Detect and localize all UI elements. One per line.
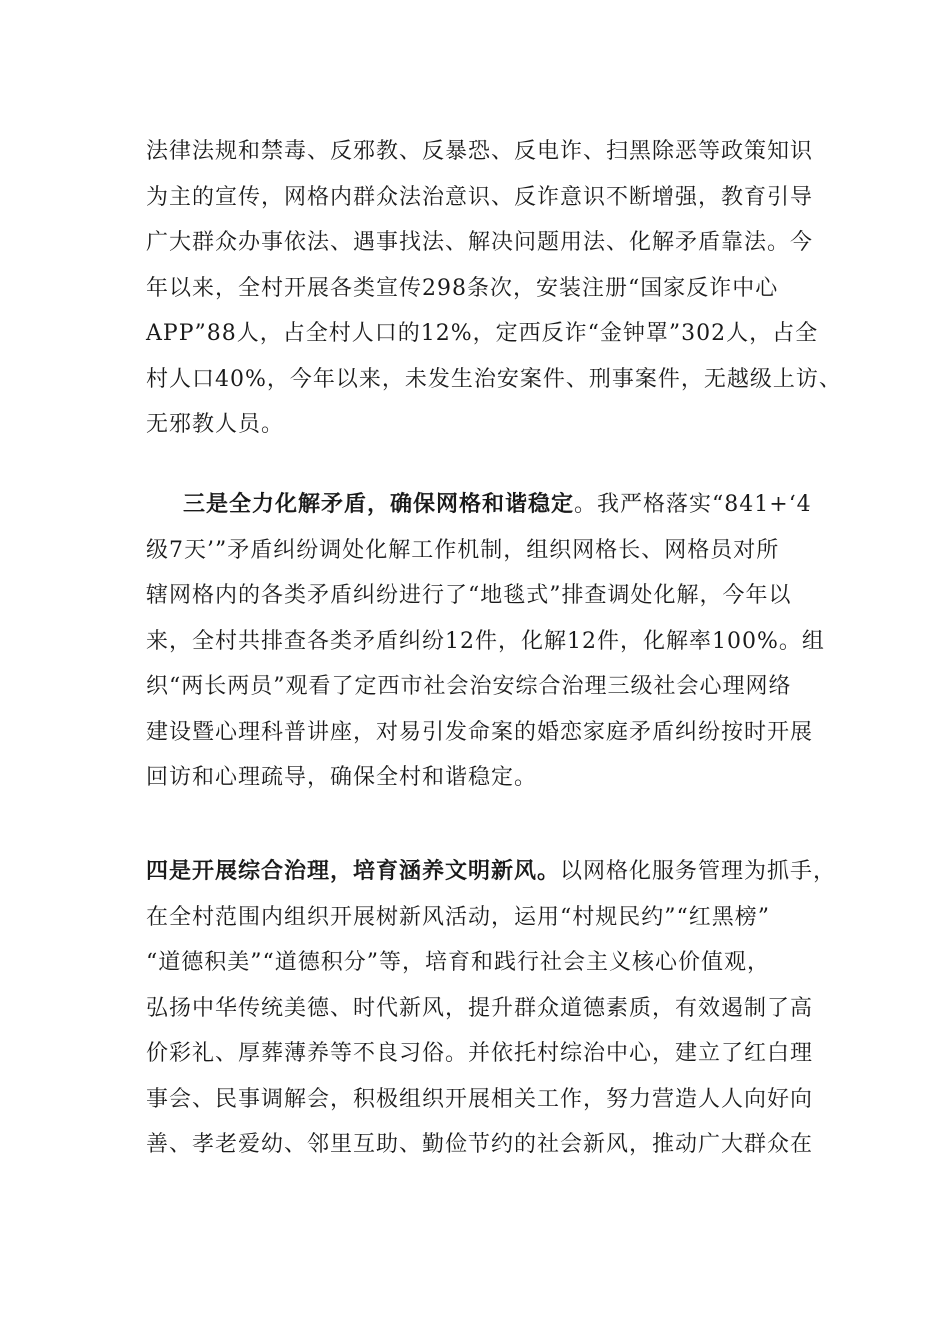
paragraph-line: 价彩礼、厚葬薄养等不良习俗。并依托村综治中心，建立了红白理 xyxy=(146,1041,814,1066)
paragraph-first-line xyxy=(146,482,825,528)
paragraph-line: 弘扬中华传统美德、时代新风，提升群众道德素质，有效遏制了高 xyxy=(146,995,814,1021)
paragraph-line: 年以来，全村开展各类宣传298条次，安装注册“国家反诈中心 xyxy=(146,275,779,301)
paragraph-legal-publicity xyxy=(146,129,842,448)
paragraph-line: 事会、民事调解会，积极组织开展相关工作，努力营造人人向好向 xyxy=(146,1086,814,1112)
paragraph-line: 级7天’”矛盾纠纷调处化解工作机制，组织网格长、网格员对所 xyxy=(146,537,780,563)
paragraph-resolve-conflicts xyxy=(146,482,825,801)
paragraph-line: “道德积美”“道德积分”等，培育和践行社会主义核心价值观， xyxy=(146,950,770,975)
paragraph-line: 织“两长两员”观看了定西市社会治安综合治理三级社会心理网络 xyxy=(146,674,792,699)
paragraph-comprehensive-governance xyxy=(146,849,836,1168)
paragraph-line: 在全村范围内组织开展树新风活动，运用“村规民约”“红黑榜” xyxy=(146,904,770,930)
paragraph-first-line xyxy=(146,849,836,895)
paragraph-line: APP”88人，占全村人口的12%，定西反诈“金钟罩”302人，占全 xyxy=(146,321,819,346)
paragraph-line: 回访和心理疏导，确保全村和谐稳定。 xyxy=(146,765,538,790)
paragraph-line: 无邪教人员。 xyxy=(146,412,285,437)
paragraph-line: 法律法规和禁毒、反邪教、反暴恐、反电诈、扫黑除恶等政策知识 xyxy=(146,139,814,164)
paragraph-lead-rest: 以网格化服务管理为抓手， xyxy=(560,859,837,884)
paragraph-lead-rest: 。我严格落实“841+‘4 xyxy=(574,492,812,517)
paragraph-line: 为主的宣传，网格内群众法治意识、反诈意识不断增强，教育引导 xyxy=(146,184,814,210)
paragraph-line: 村人口40%，今年以来，未发生治安案件、刑事案件，无越级上访、 xyxy=(146,366,842,392)
paragraph-line: 广大群众办事依法、遇事找法、解决问题用法、化解矛盾靠法。今 xyxy=(146,230,814,255)
paragraph-lead-heading: 四是开展综合治理，培育涵养文明新风。 xyxy=(146,858,561,884)
paragraph-line: 来，全村共排查各类矛盾纠纷12件，化解12件，化解率100%。组 xyxy=(146,628,825,654)
paragraph-lead-heading: 三是全力化解矛盾，确保网格和谐稳定 xyxy=(183,491,575,517)
paragraph-line: 建设暨心理科普讲座，对易引发命案的婚恋家庭矛盾纠纷按时开展 xyxy=(146,719,814,745)
paragraph-line: 辖网格内的各类矛盾纠纷进行了“地毯式”排查调处化解，今年以 xyxy=(146,583,792,608)
paragraph-line: 善、孝老爱幼、邻里互助、勤俭节约的社会新风，推动广大群众在 xyxy=(146,1132,814,1157)
